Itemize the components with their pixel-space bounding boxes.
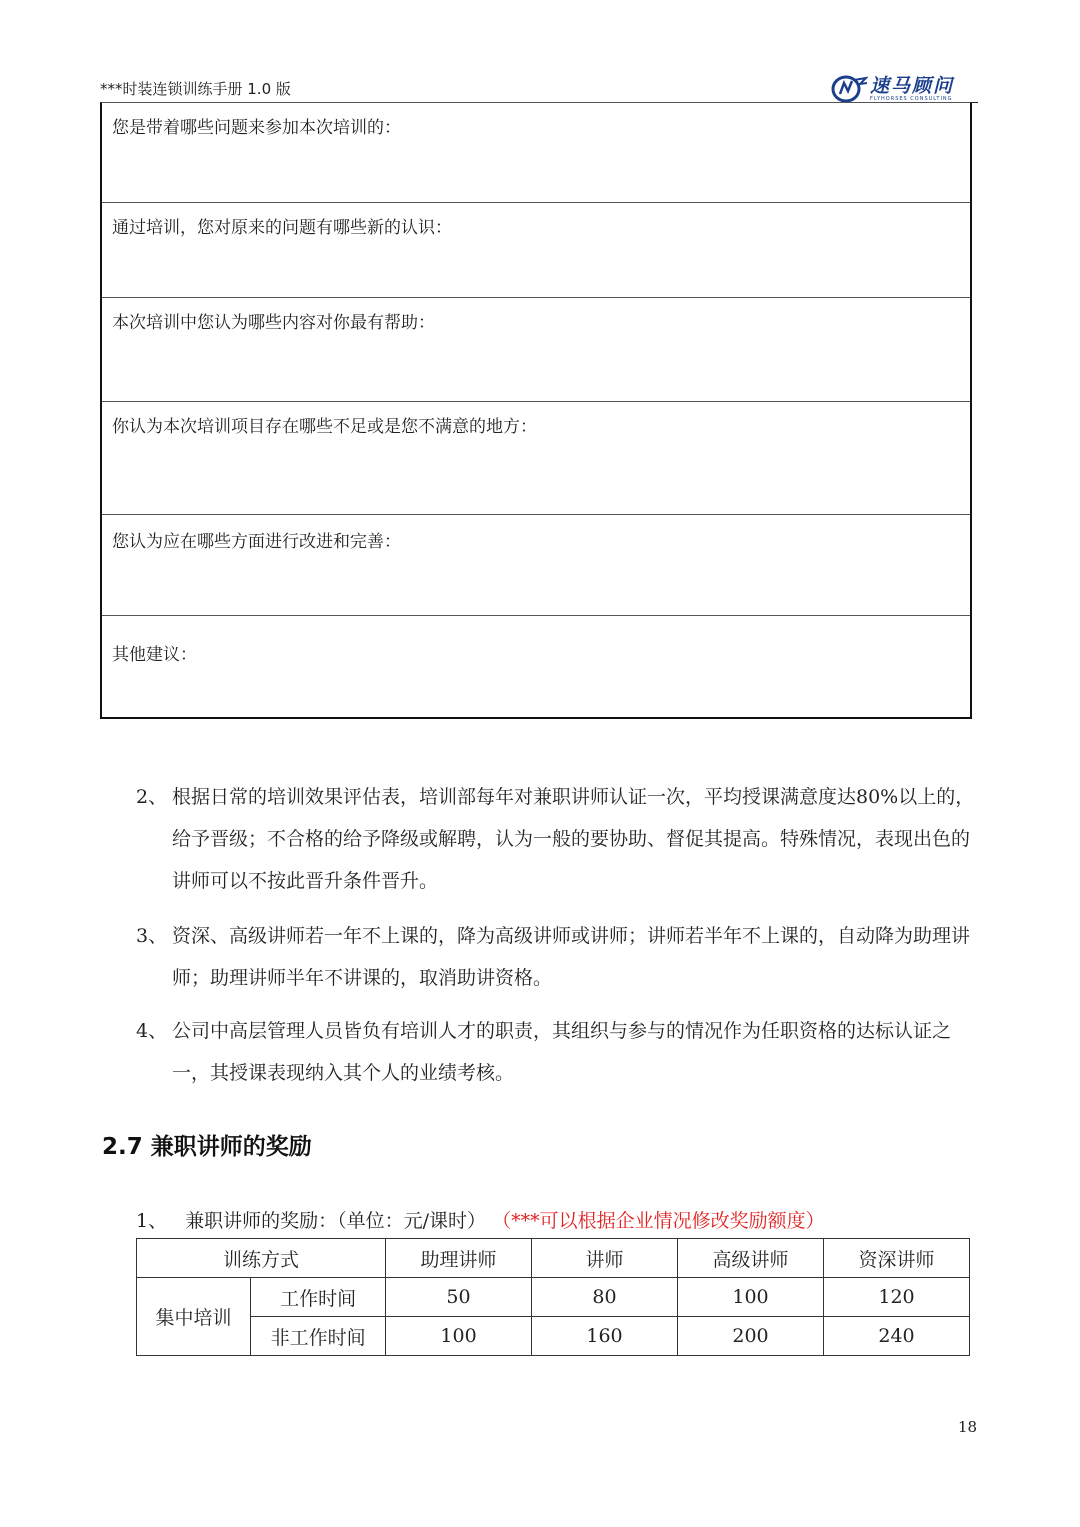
header-cell: 讲师 xyxy=(532,1239,678,1278)
section-heading: 2.7 兼职讲师的奖励 xyxy=(102,1134,312,1160)
survey-row xyxy=(102,103,970,203)
header-cell-method: 训练方式 xyxy=(137,1239,386,1278)
survey-question: 你认为本次培训项目存在哪些不足或是您不满意的地方： xyxy=(112,417,537,437)
reward-intro-number: 1、 xyxy=(136,1210,168,1232)
paragraph-text: 公司中高层管理人员皆负有培训人才的职责，其组织与参与的情况作为任职资格的达标认证之一，其授课表现纳入其个人的业绩考核。 xyxy=(172,1020,952,1084)
feedback-survey-table xyxy=(100,102,972,719)
table-row xyxy=(137,1317,970,1356)
value-cell: 200 xyxy=(678,1317,824,1356)
logo-subtext: FLYHORSES CONSULTING xyxy=(869,96,953,102)
paragraph-4 xyxy=(136,1010,986,1094)
survey-question: 通过培训，您对原来的问题有哪些新的认识： xyxy=(112,218,452,238)
survey-row xyxy=(102,515,970,616)
header-cell: 助理讲师 xyxy=(386,1239,532,1278)
paragraph-3 xyxy=(136,915,986,999)
paragraph-text: 资深、高级讲师若一年不上课的，降为高级讲师或讲师；讲师若半年不上课的，自动降为助理讲师；助理讲师半年不讲课的，取消助讲资格。 xyxy=(172,925,971,989)
page-header xyxy=(100,75,978,103)
paragraph-number: 3、 xyxy=(136,925,168,947)
logo-text: 速马顾问 xyxy=(869,75,954,97)
reward-intro-text: 兼职讲师的奖励：（单位：元/课时） xyxy=(185,1210,487,1232)
survey-row xyxy=(102,298,970,402)
group-cell: 集中培训 xyxy=(137,1278,251,1356)
header-cell: 资深讲师 xyxy=(823,1239,969,1278)
reward-table xyxy=(136,1238,970,1356)
paragraph-text: 根据日常的培训效果评估表，培训部每年对兼职讲师认证一次，平均授课满意度达80%以上的，给予晋级；不合格的给予降级或解聘，认为一般的要协助、督促其提高。特殊情况，表现出色的讲师可以不按此晋升条件晋升。 xyxy=(172,786,975,892)
table-row xyxy=(137,1278,970,1317)
reward-intro xyxy=(136,1206,825,1233)
value-cell: 120 xyxy=(823,1278,969,1317)
survey-row xyxy=(102,616,970,717)
survey-question: 您是带着哪些问题来参加本次培训的： xyxy=(112,118,401,138)
page-number: 18 xyxy=(958,1418,978,1436)
header-title: ***时装连锁训练手册 1.0 版 xyxy=(100,80,291,98)
paragraph-number: 2、 xyxy=(136,786,168,808)
paragraph-2 xyxy=(136,776,986,902)
table-header-row xyxy=(137,1239,970,1278)
value-cell: 80 xyxy=(532,1278,678,1317)
value-cell: 100 xyxy=(386,1317,532,1356)
logo-horse-icon xyxy=(830,74,868,104)
reward-note: （***可以根据企业情况修改奖励额度） xyxy=(492,1210,825,1232)
row-label-cell: 工作时间 xyxy=(251,1278,386,1317)
survey-row xyxy=(102,203,970,298)
paragraph-number: 4、 xyxy=(136,1020,168,1042)
survey-question: 本次培训中您认为哪些内容对你最有帮助： xyxy=(112,313,435,333)
value-cell: 50 xyxy=(386,1278,532,1317)
value-cell: 160 xyxy=(532,1317,678,1356)
company-logo xyxy=(830,74,954,104)
survey-row xyxy=(102,402,970,515)
value-cell: 240 xyxy=(823,1317,969,1356)
value-cell: 100 xyxy=(678,1278,824,1317)
row-label-cell: 非工作时间 xyxy=(251,1317,386,1356)
survey-question: 您认为应在哪些方面进行改进和完善： xyxy=(112,532,401,552)
survey-question: 其他建议： xyxy=(112,645,197,665)
header-cell: 高级讲师 xyxy=(678,1239,824,1278)
